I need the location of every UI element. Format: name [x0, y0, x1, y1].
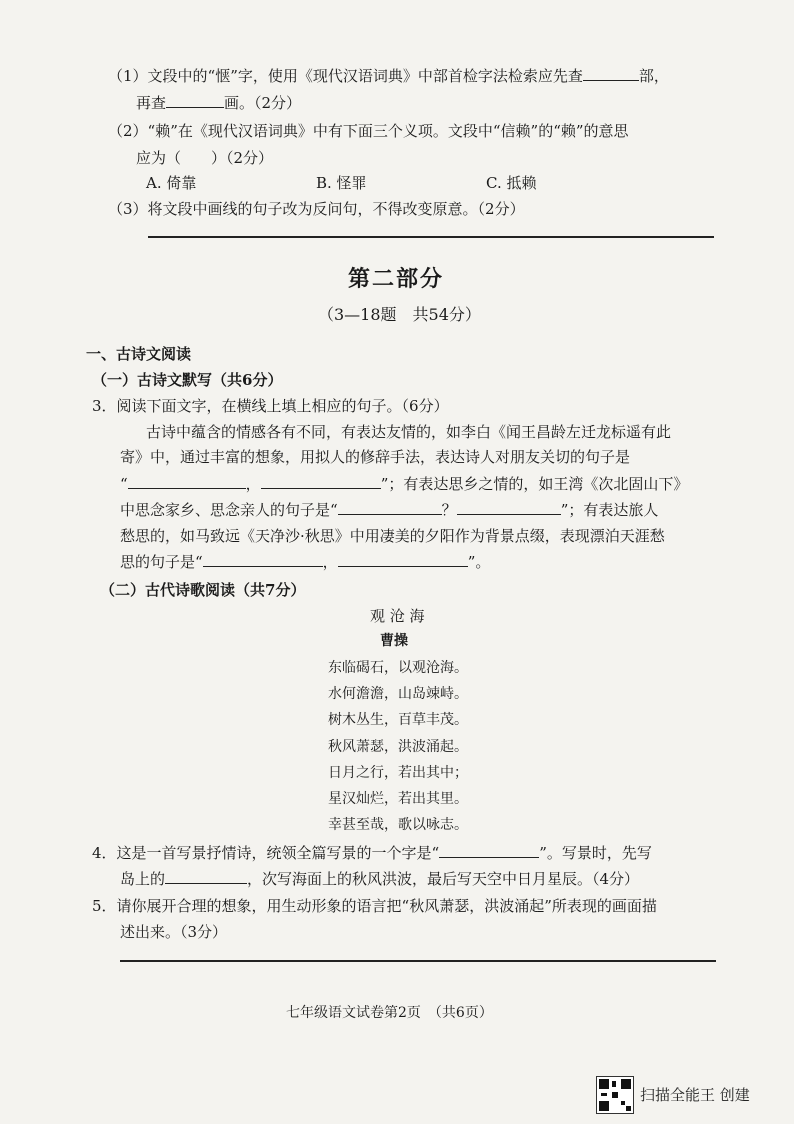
poem-line: 幸甚至哉，歌以咏志。: [328, 817, 468, 833]
qr-code-icon: [596, 1076, 634, 1114]
q4-line2: [120, 869, 639, 889]
q-item1-b-end: 画。（2分）: [224, 94, 302, 112]
q-item1-end: 部，: [638, 67, 669, 85]
q-item2-line2: 应为（ ）（2分）: [136, 149, 274, 167]
q3-line1: 古诗中蕴含的情感各有不同，有表达友情的，如李白《闻王昌龄左迁龙标遥有此: [146, 423, 672, 441]
scanner-watermark: 扫描全能王 创建: [640, 1086, 750, 1104]
q4-line1: [92, 843, 652, 863]
poem-line: 日月之行，若出其中；: [328, 765, 468, 781]
answer-blank[interactable]: [203, 552, 323, 567]
q3-line6-end: ”。: [467, 553, 491, 571]
q3-line2: 寄》中，通过丰富的想象，用拟人的修辞手法，表达诗人对朋友关切的句子是: [120, 448, 631, 466]
q4-line1-text: 4．这是一首写景抒情诗，统领全篇写景的一个字是“: [92, 844, 440, 862]
q-item1-line2: [136, 93, 301, 113]
comma: ，: [322, 553, 338, 571]
answer-blank[interactable]: [338, 552, 468, 567]
poem-line: 树木丛生，百草丰茂。: [328, 712, 468, 728]
answer-blank[interactable]: [583, 66, 639, 81]
q3-line6-text: 思的句子是“: [120, 553, 203, 571]
poem-line: 星汉灿烂，若出其里。: [328, 791, 468, 807]
q5-line1: 5．请你展开合理的想象，用生动形象的语言把“秋风萧瑟，洪波涌起”所表现的画面描: [92, 897, 657, 915]
comma: ，: [245, 475, 261, 493]
section-heading: 一、古诗文阅读: [86, 345, 192, 363]
q3-line3-text: ”；有表达思乡之情的，如王湾《次北固山下》: [380, 475, 689, 493]
answer-blank[interactable]: [165, 869, 247, 884]
poem-author: 曹操: [380, 633, 408, 649]
part-title: 第二部分: [348, 266, 445, 292]
q-item1-line1: [108, 66, 669, 86]
q4-line2-text: ，次写海面上的秋风洪波，最后写天空中日月星辰。（4分）: [247, 870, 640, 888]
poem-title: 观 沧 海: [370, 607, 425, 625]
q5-line2: 述出来。（3分）: [120, 923, 228, 941]
q3-line4: [120, 500, 658, 520]
answer-blank[interactable]: [457, 500, 561, 515]
q3-line4-end: ”；有表达旅人: [560, 501, 659, 519]
subsection-heading-2: （二）古代诗歌阅读（共7分）: [100, 581, 306, 599]
q4-line1-end: ”。写景时，先写: [539, 844, 652, 862]
poem-line: 秋风萧瑟，洪波涌起。: [328, 739, 468, 755]
answer-blank[interactable]: [338, 500, 442, 515]
poem-line: 东临碣石，以观沧海。: [328, 660, 468, 676]
q-item2-line1: （2）“赖”在《现代汉语词典》中有下面三个义项。文段中“信赖”的“赖”的意思: [108, 122, 629, 140]
answer-line[interactable]: [120, 960, 716, 962]
quote-mark: “: [120, 475, 128, 493]
q3-line4-text: 中思念家乡、思念亲人的句子是“: [120, 501, 338, 519]
q3-line3: [120, 474, 688, 494]
q3-line6: [120, 552, 490, 572]
subsection-heading-1: （一）古诗文默写（共6分）: [92, 371, 283, 389]
answer-blank[interactable]: [128, 474, 246, 489]
answer-line[interactable]: [148, 236, 714, 238]
answer-blank[interactable]: [261, 474, 381, 489]
question-mark: ？: [441, 501, 457, 519]
poem-line: 水何澹澹，山岛竦峙。: [328, 686, 468, 702]
option-b: B. 怪罪: [316, 174, 367, 192]
q-item1-text: （1）文段中的“惬”字，使用《现代汉语词典》中部首检字法检索应先查: [108, 67, 583, 85]
q-item1-b-start: 再查: [136, 94, 167, 112]
answer-blank[interactable]: [166, 93, 224, 108]
q-item3: （3）将文段中画线的句子改为反问句，不得改变原意。（2分）: [108, 200, 525, 218]
q3-line5: 愁思的，如马致远《天净沙·秋思》中用凄美的夕阳作为背景点缀，表现漂泊天涯愁: [120, 527, 665, 545]
q4-line2-start: 岛上的: [120, 870, 166, 888]
q3-heading: 3．阅读下面文字，在横线上填上相应的句子。（6分）: [92, 397, 449, 415]
option-a: A. 倚靠: [146, 174, 197, 192]
page-footer: 七年级语文试卷第2页 （共6页）: [286, 1005, 493, 1021]
option-c: C. 抵赖: [486, 174, 537, 192]
part-subtitle: （3—18题 共54分）: [318, 305, 481, 324]
answer-blank[interactable]: [439, 843, 539, 858]
